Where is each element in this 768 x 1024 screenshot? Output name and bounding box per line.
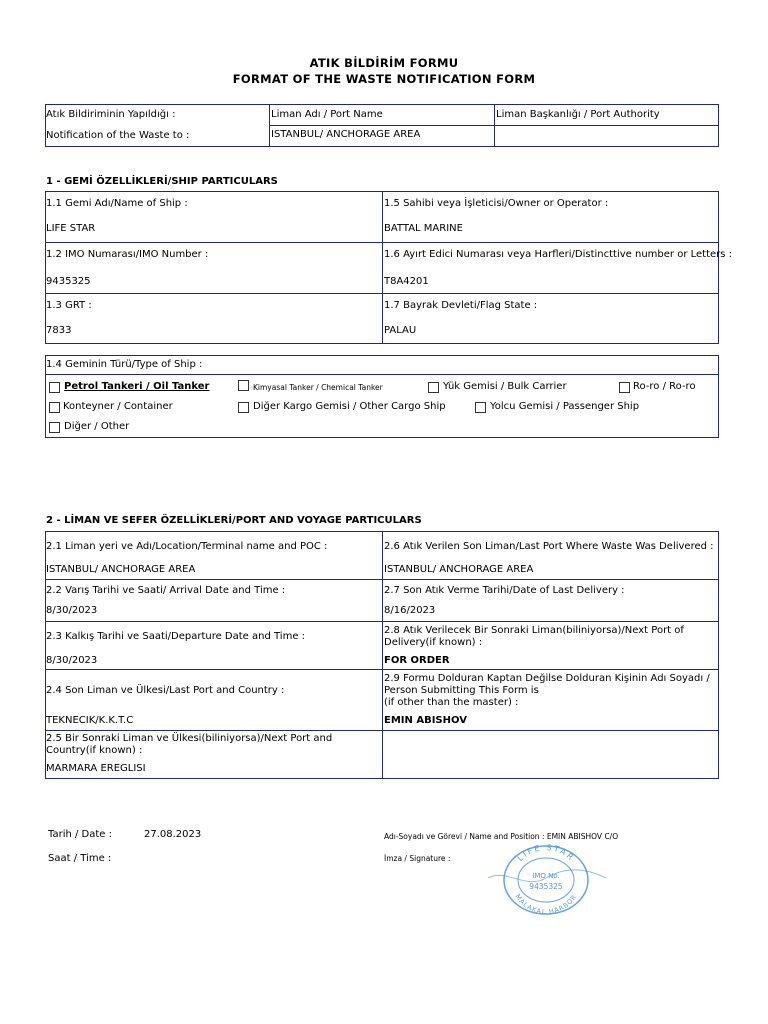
svg-text:LIFE STAR: [516, 843, 577, 863]
flag-state-label: 1.7 Bayrak Devleti/Flag State :: [384, 300, 538, 311]
imo-number-label: 1.2 IMO Numarası/IMO Number :: [46, 249, 209, 260]
owner-operator-value: BATTAL MARINE: [384, 223, 463, 234]
divider: [45, 374, 719, 375]
date-value: 27.08.2023: [144, 829, 202, 840]
last-delivered-port-label: 2.6 Atık Verilen Son Liman/Last Port Where Waste Was Delivered :: [384, 541, 714, 552]
location-terminal-label: 2.1 Liman yeri ve Adı/Location/Terminal name and POC :: [46, 541, 328, 552]
chemical-tanker-option-label: Kimyasal Tanker / Chemical Tanker: [253, 383, 383, 392]
location-terminal-value: ISTANBUL/ ANCHORAGE AREA: [46, 564, 196, 575]
other-cargo-checkbox[interactable]: [238, 402, 249, 413]
distinctive-number-value: T8A4201: [384, 276, 429, 287]
roro-option-label: Ro-ro / Ro-ro: [633, 381, 696, 392]
arrival-label: 2.2 Varış Tarihi ve Saati/ Arrival Date and Time :: [46, 585, 286, 596]
submitter-label-line2: Person Submitting This Form is: [384, 685, 539, 696]
next-delivery-port-label: 2.8 Atık Verilecek Bir Sonraki Liman(biliniyorsa)/Next Port of Delivery(if known) :: [384, 625, 684, 648]
next-port-value: MARMARA EREGLISI: [46, 763, 146, 774]
ship-name-label: 1.1 Gemi Adı/Name of Ship :: [46, 198, 188, 209]
ship-type-label: 1.4 Geminin Türü/Type of Ship :: [46, 359, 203, 370]
port-name-value: ISTANBUL/ ANCHORAGE AREA: [271, 129, 421, 140]
section-ship-particulars-title: 1 - GEMİ ÖZELLİKLERİ/SHIP PARTICULARS: [46, 176, 278, 187]
port-name-label: Liman Adı / Port Name: [271, 109, 383, 120]
port-authority-label: Liman Başkanlığı / Port Authority: [496, 109, 660, 120]
owner-operator-label: 1.5 Sahibi veya İşleticisi/Owner or Operator :: [384, 198, 609, 209]
ship-stamp: [486, 838, 608, 918]
signature-label: İmza / Signature :: [384, 854, 451, 863]
divider: [382, 531, 383, 779]
divider: [494, 104, 495, 147]
submitter-value: EMIN ABISHOV: [384, 715, 467, 726]
grt-value: 7833: [46, 325, 72, 336]
stamp-top-text: LIFE STAR: [515, 842, 577, 864]
oil-tanker-option-label: Petrol Tankeri / Oil Tanker: [64, 381, 210, 392]
oil-tanker-checkbox[interactable]: [49, 382, 60, 393]
other-type-option-label: Diğer / Other: [64, 421, 130, 432]
chemical-tanker-checkbox[interactable]: [238, 380, 249, 391]
notification-label-tr: Atık Bildiriminin Yapıldığı :: [46, 109, 176, 120]
svg-text:MALAKAL HARBOR: [514, 893, 579, 916]
passenger-ship-option-label: Yolcu Gemisi / Passenger Ship: [490, 401, 640, 412]
passenger-ship-checkbox[interactable]: [475, 402, 486, 413]
notification-label-en: Notification of the Waste to :: [46, 130, 190, 141]
stamp-number: 9435325: [529, 882, 563, 891]
submitter-label-line1: 2.9 Formu Dolduran Kaptan Değilse Dolduran Kişinin Adı Soyadı /: [384, 673, 710, 684]
departure-value: 8/30/2023: [46, 655, 98, 666]
imo-number-value: 9435325: [46, 276, 91, 287]
ship-name-value: LIFE STAR: [46, 223, 96, 234]
container-checkbox[interactable]: [49, 402, 60, 413]
bulk-carrier-option-label: Yük Gemisi / Bulk Carrier: [443, 381, 567, 392]
stamp-bottom-text: MALAKAL HARBOR: [513, 892, 579, 916]
next-delivery-port-value: FOR ORDER: [384, 655, 450, 666]
last-delivered-port-value: ISTANBUL/ ANCHORAGE AREA: [384, 564, 534, 575]
distinctive-number-label: 1.6 Ayırt Edici Numarası veya Harfleri/Distincttive number or Letters :: [384, 249, 733, 260]
other-type-checkbox[interactable]: [49, 422, 60, 433]
departure-label: 2.3 Kalkış Tarihi ve Saati/Departure Date and Time :: [46, 631, 306, 642]
date-label: Tarih / Date :: [48, 829, 112, 840]
last-port-value: TEKNECIK/K.K.T.C: [46, 715, 134, 726]
last-delivery-date-value: 8/16/2023: [384, 605, 436, 616]
name-position-label: Adı-Soyadı ve Görevi / Name and Position : EMIN ABISHOV C/O: [384, 832, 619, 841]
stamp-imo-label: IMO No.: [532, 872, 560, 880]
container-option-label: Konteyner / Container: [63, 401, 173, 412]
next-port-label: 2.5 Bir Sonraki Liman ve Ülkesi(biliniyorsa)/Next Port and Country(if known) :: [46, 733, 333, 756]
bulk-carrier-checkbox[interactable]: [428, 382, 439, 393]
last-delivery-date-label: 2.7 Son Atık Verme Tarihi/Date of Last Delivery :: [384, 585, 625, 596]
time-label: Saat / Time :: [48, 853, 112, 864]
submitter-label-line3: (if other than the master) :: [384, 697, 519, 708]
roro-checkbox[interactable]: [619, 382, 630, 393]
section-port-voyage-title: 2 - LİMAN VE SEFER ÖZELLİKLERİ/PORT AND VOYAGE PARTICULARS: [46, 515, 422, 526]
other-cargo-option-label: Diğer Kargo Gemisi / Other Cargo Ship: [253, 401, 446, 412]
arrival-value: 8/30/2023: [46, 605, 98, 616]
last-port-label: 2.4 Son Liman ve Ülkesi/Last Port and Country :: [46, 685, 285, 696]
form-title-en: FORMAT OF THE WASTE NOTIFICATION FORM: [232, 72, 536, 86]
flag-state-value: PALAU: [384, 325, 417, 336]
form-title-tr: ATIK BİLDİRİM FORMU: [309, 56, 459, 70]
divider: [269, 104, 270, 147]
divider: [382, 191, 383, 344]
grt-label: 1.3 GRT :: [46, 300, 92, 311]
